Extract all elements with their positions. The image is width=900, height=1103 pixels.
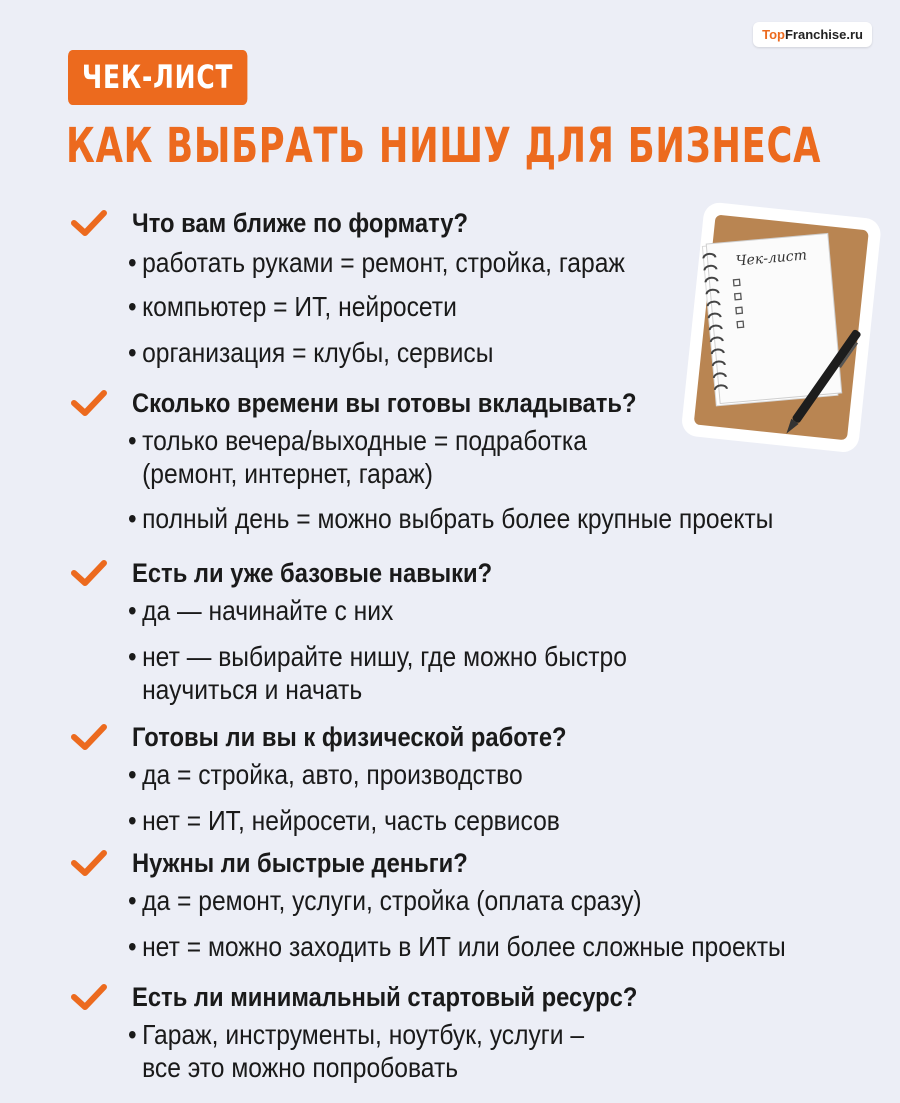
checklist-tag: ЧЕК-ЛИСТ [68,50,247,105]
check-icon [70,722,108,752]
question-text: Готовы ли вы к физической работе? [132,722,567,752]
list-item: • только вечера/выходные = подработка (ремонт, интернет, гараж) [128,425,587,489]
list-item: • Гараж, инструменты, ноутбук, услуги – все это можно попробовать [128,1019,585,1083]
list-item: • компьютер = ИТ, нейросети [128,291,457,322]
check-icon [70,982,108,1012]
question-text: Есть ли минимальный стартовый ресурс? [132,982,638,1012]
check-icon [70,208,108,238]
list-item: • полный день = можно выбрать более крупные проекты [128,503,774,534]
list-item: • нет = можно заходить в ИТ или более сложные проекты [128,931,786,962]
brand-logo [753,22,872,47]
check-icon [70,388,108,418]
check-icon [70,558,108,588]
question-text: Есть ли уже базовые навыки? [132,558,493,588]
list-item: • да = ремонт, услуги, стройка (оплата сразу) [128,885,642,916]
brand-part-top: Top [762,27,785,42]
brand-part-franchise: Franchise.ru [784,27,863,42]
list-item: • да = стройка, авто, производство [128,759,523,790]
list-item: • нет = ИТ, нейросети, часть сервисов [128,805,560,836]
list-item: • да — начинайте с них [128,595,394,626]
list-item: • работать руками = ремонт, стройка, гараж [128,247,625,278]
question-text: Сколько времени вы готовы вкладывать? [132,388,637,418]
question-text: Что вам ближе по формату? [132,208,469,238]
list-item: • организация = клубы, сервисы [128,337,494,368]
notebook-illustration [670,190,895,470]
list-item: • нет — выбирайте нишу, где можно быстро научиться и начать [128,641,627,705]
check-icon [70,848,108,878]
notebook-label: Чек-лист [735,247,808,270]
page-title: КАК ВЫБРАТЬ НИШУ ДЛЯ БИЗНЕСА [66,118,822,174]
question-text: Нужны ли быстрые деньги? [132,848,468,878]
